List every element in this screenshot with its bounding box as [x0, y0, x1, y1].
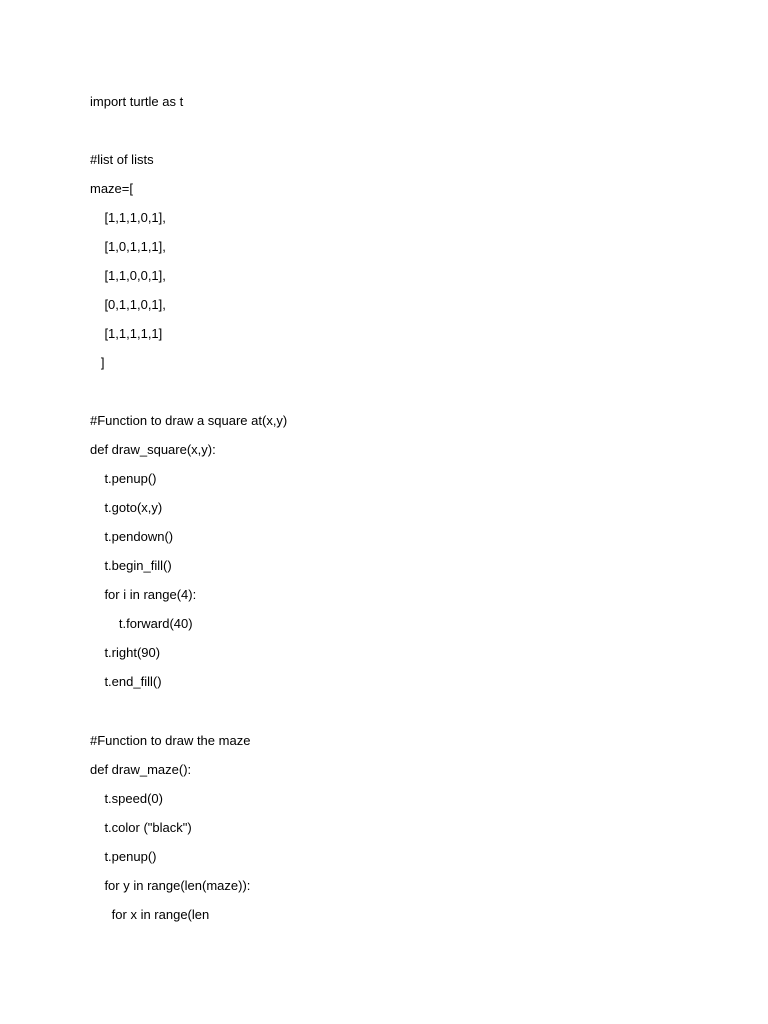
code-comment-list-of-lists: #list of lists — [90, 152, 154, 167]
code-line-pendown: t.pendown() — [90, 529, 174, 544]
code-line-penup: t.penup() — [90, 471, 157, 486]
code-line-penup-2: t.penup() — [90, 849, 157, 864]
code-comment-draw-maze: #Function to draw the maze — [90, 733, 251, 748]
code-line-for-x: for x in range(len — [90, 907, 210, 922]
code-line-maze-row-4: [0,1,1,0,1], — [90, 297, 166, 312]
code-line-maze-row-2: [1,0,1,1,1], — [90, 239, 166, 254]
code-line-begin-fill: t.begin_fill() — [90, 558, 172, 573]
code-line-color: t.color ("black") — [90, 820, 192, 835]
code-line-def-draw-maze: def draw_maze(): — [90, 762, 192, 777]
code-line-maze-close: ] — [90, 355, 105, 370]
code-line-for-y: for y in range(len(maze)): — [90, 878, 251, 893]
code-line-end-fill: t.end_fill() — [90, 674, 162, 689]
code-line-maze-row-3: [1,1,0,0,1], — [90, 268, 166, 283]
code-line-speed: t.speed(0) — [90, 791, 163, 806]
code-line-for-range-4: for i in range(4): — [90, 587, 197, 602]
code-comment-draw-square: #Function to draw a square at(x,y) — [90, 413, 288, 428]
code-line-right: t.right(90) — [90, 645, 161, 660]
code-line-maze-row-5: [1,1,1,1,1] — [90, 326, 163, 341]
code-line-def-draw-square: def draw_square(x,y): — [90, 442, 216, 457]
code-line-maze-row-1: [1,1,1,0,1], — [90, 210, 166, 225]
code-line-goto: t.goto(x,y) — [90, 500, 163, 515]
code-line-forward: t.forward(40) — [90, 616, 193, 631]
code-line-maze-open: maze=[ — [90, 181, 133, 196]
code-line-import: import turtle as t — [90, 94, 184, 109]
